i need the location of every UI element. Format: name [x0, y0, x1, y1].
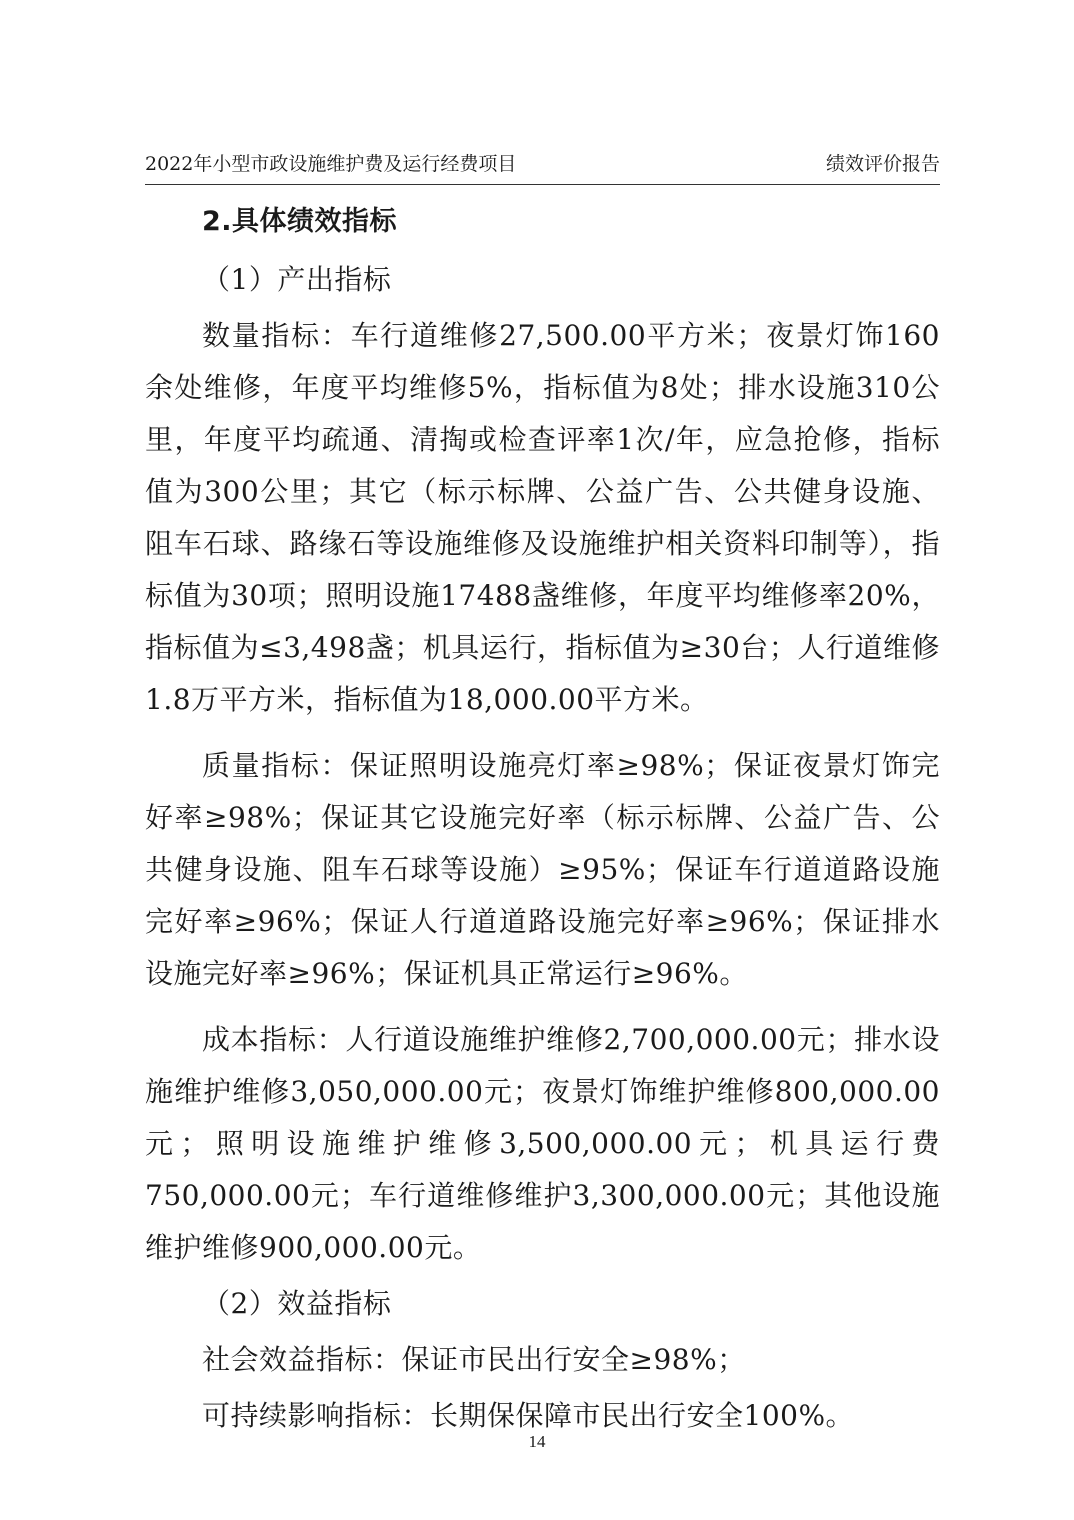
page-number: 14 — [528, 1432, 546, 1451]
document-body — [145, 196, 940, 1446]
header-project-title: 2022年小型市政设施维护费及运行经费项目 — [145, 153, 517, 175]
paragraph-social-benefit: 社会效益指标：保证市民出行安全≥98%； — [202, 1343, 746, 1376]
header-report-title: 绩效评价报告 — [825, 153, 940, 175]
paragraph-quantity-indicators: 数量指标：车行道维修27,500.00平方米；夜景灯饰160余处维修，年度平均维修5%，指标值为8处；排水设施310公里，年度平均疏通、清掏或检查评率1次/年，应急抢修，指标值为300公里；其它（标示标牌、公益广告、公共健身设施、阻车石球、路缘石等设施维修及设施维护相关资料印制等），指标值为30项；照明设施17488盏维修，年度平均维修率20%，指标值为≤3,498盏；机具运行，指标值为≥30台；人行道维修1.8万平方米，指标值为18,000.00平方米。 — [145, 319, 940, 716]
subsection-benefit-indicators: （2）效益指标 — [202, 1287, 392, 1320]
page-header — [145, 150, 940, 185]
paragraph-sustainable-impact: 可持续影响指标：长期保保障市民出行安全100%。 — [202, 1399, 855, 1432]
section-heading: 2.具体绩效指标 — [202, 206, 398, 237]
paragraph-quality-indicators: 质量指标：保证照明设施亮灯率≥98%；保证夜景灯饰完好率≥98%；保证其它设施完好率（标示标牌、公益广告、公共健身设施、阻车石球等设施）≥95%；保证车行道道路设施完好率≥96%；保证人行道道路设施完好率≥96%；保证排水设施完好率≥96%；保证机具正常运行≥96%。 — [145, 749, 940, 990]
subsection-output-indicators: （1）产出指标 — [202, 263, 392, 296]
paragraph-cost-indicators: 成本指标：人行道设施维护维修2,700,000.00元；排水设施维护维修3,050,000.00元；夜景灯饰维护维修800,000.00元；照明设施维护维修3,500,000.00元；机具运行费750,000.00元；车行道维修维护3,300,000.00元；其他设施维护维修900,000.00元。 — [145, 1023, 940, 1264]
